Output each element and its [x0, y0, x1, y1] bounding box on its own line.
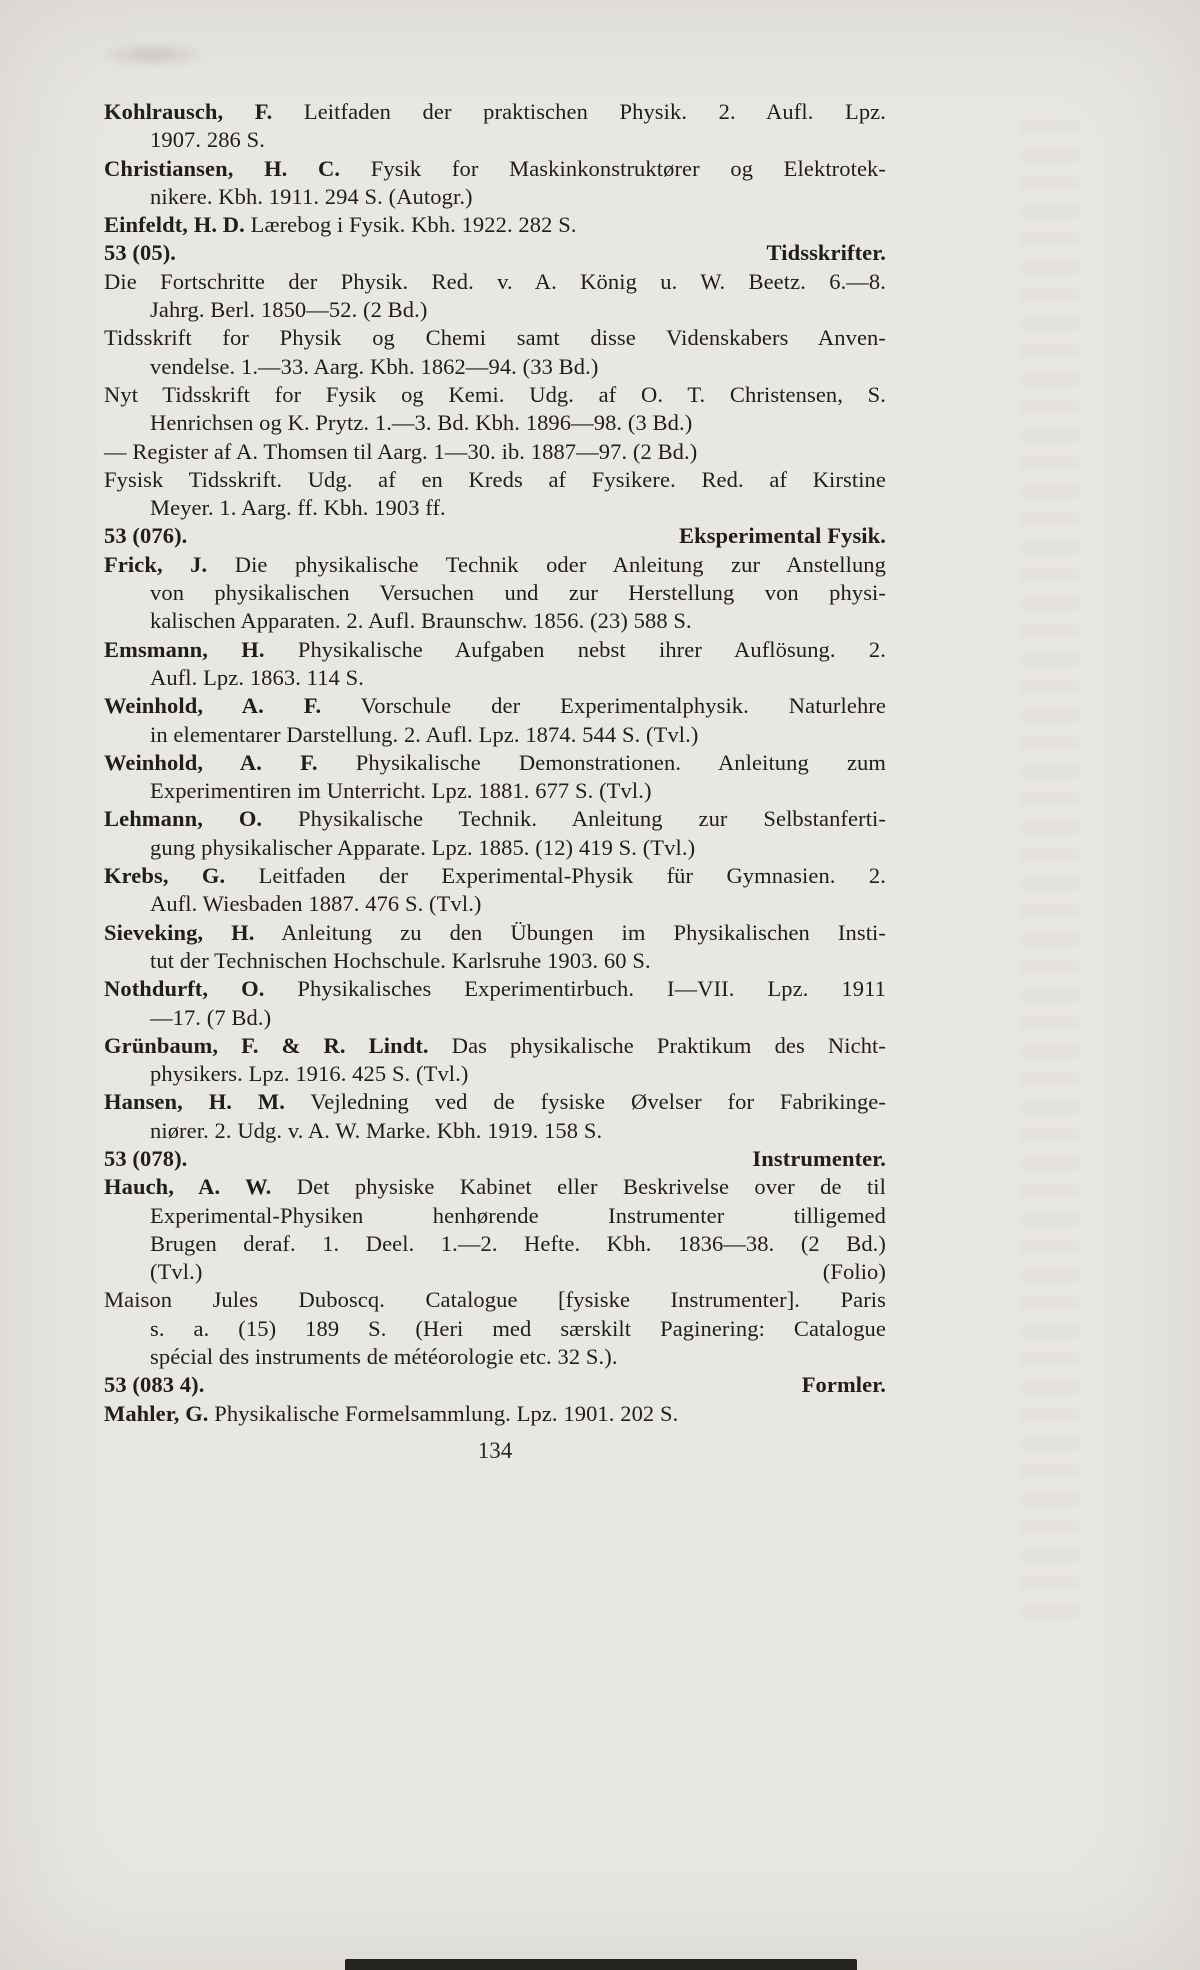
entry-line — [104, 862, 886, 890]
entry-line — [104, 1060, 886, 1088]
entry-line-text: Vejledning ved de fysiske Øvelser for Fabrikinge- — [310, 1089, 886, 1115]
entry-line-text: tut der Technischen Hochschule. Karlsruhe 1903. 60 S. — [150, 947, 651, 973]
entry-line — [104, 834, 886, 862]
entry-author: Krebs, G. — [104, 863, 226, 889]
entry-line-text: spécial des instruments de météorologie etc. 32 S.). — [150, 1344, 618, 1370]
bibliography-entry — [104, 1173, 886, 1286]
bibliography-entry — [104, 1400, 886, 1428]
section-title: Instrumenter. — [752, 1145, 886, 1171]
entry-line — [104, 947, 886, 975]
entry-line-text: Experimentiren im Unterricht. Lpz. 1881. 677 S. (Tvl.) — [150, 778, 652, 804]
entry-line-text: Physikalische Demonstrationen. Anleitung zum — [355, 749, 886, 775]
entry-author: Nothdurft, O. — [104, 976, 265, 1002]
entry-line — [104, 919, 886, 947]
entry-line — [104, 805, 886, 833]
section-title: Eksperimental Fysik. — [678, 523, 886, 549]
bibliography-entry — [104, 211, 886, 239]
entry-line — [104, 1230, 886, 1258]
entry-author: Frick, J. — [104, 551, 208, 577]
entry-line-text: — Register af A. Thomsen til Aarg. 1—30. ib. 1887—97. (2 Bd.) — [104, 438, 698, 464]
section-heading — [104, 1371, 886, 1399]
entry-line — [104, 1258, 886, 1286]
entry-line-text: Anleitung zu den Übungen im Physikalischen Insti- — [281, 919, 886, 945]
entry-line-text: in elementarer Darstellung. 2. Aufl. Lpz. 1874. 544 S. (Tvl.) — [150, 721, 699, 747]
bibliography-text-block — [104, 98, 886, 1428]
entry-line — [104, 607, 886, 635]
entry-line — [104, 494, 886, 522]
entry-line — [104, 1400, 886, 1428]
entry-author: Grünbaum, F. & R. Lindt. — [104, 1032, 429, 1058]
entry-line — [104, 353, 886, 381]
entry-line-text: Leitfaden der praktischen Physik. 2. Aufl. Lpz. — [303, 99, 886, 124]
section-heading — [104, 1145, 886, 1173]
entry-line — [104, 551, 886, 579]
page-number: 134 — [477, 1438, 513, 1463]
entry-line-text: Leitfaden der Experimental-Physik für Gymnasien. 2. — [258, 863, 886, 889]
entry-line-text: Det physiske Kabinet eller Beskrivelse over de til — [296, 1174, 887, 1200]
bibliography-entry — [104, 98, 886, 155]
section-code: 53 (076). — [104, 523, 188, 549]
entry-author: Hauch, A. W. — [104, 1174, 272, 1200]
entry-line-text: Brugen deraf. 1. Deel. 1.—2. Hefte. Kbh. 1836—38. (2 Bd.) — [150, 1230, 886, 1256]
entry-line-text: s. a. (15) 189 S. (Heri med særskilt Paginering: Catalogue — [150, 1315, 886, 1341]
entry-line-text: Physikalische Aufgaben nebst ihrer Auflösung. 2. — [297, 636, 886, 662]
entry-line-text: Aufl. Lpz. 1863. 114 S. — [150, 664, 364, 690]
entry-line — [104, 579, 886, 607]
entry-line — [104, 296, 886, 324]
bibliography-entry — [104, 155, 886, 212]
section-code: 53 (05). — [104, 240, 177, 266]
entry-line — [104, 1315, 886, 1343]
bibliography-entry — [104, 862, 886, 919]
entry-line — [104, 1117, 886, 1145]
bibliography-entry — [104, 749, 886, 806]
entry-line-text: Tidsskrift for Physik og Chemi samt disse Videnskabers Anven- — [104, 325, 886, 351]
bibliography-entry — [104, 466, 886, 523]
entry-line-text: Die physikalische Technik oder Anleitung zur Anstellung — [234, 551, 887, 577]
entry-line-text: Fysisk Tidsskrift. Udg. af en Kreds af Fysikere. Red. af Kirstine — [104, 466, 886, 492]
scan-smudge-artifact — [98, 42, 208, 68]
bibliography-entry — [104, 692, 886, 749]
bibliography-entry — [104, 805, 886, 862]
entry-line — [104, 1202, 886, 1230]
entry-line — [104, 890, 886, 918]
entry-author: Emsmann, H. — [104, 636, 265, 662]
entry-line-text: kalischen Apparaten. 2. Aufl. Braunschw. 1856. (23) 588 S. — [150, 608, 692, 634]
bibliography-entry — [104, 438, 886, 466]
entry-line — [104, 664, 886, 692]
entry-line-text: Nyt Tidsskrift for Fysik og Kemi. Udg. af O. T. Christensen, S. — [104, 381, 886, 407]
entry-line-text: Aufl. Wiesbaden 1887. 476 S. (Tvl.) — [150, 891, 482, 917]
entry-author: Weinhold, A. F. — [104, 749, 318, 775]
entry-line-text: Vorschule der Experimentalphysik. Naturlehre — [360, 693, 886, 719]
entry-author: Lehmann, O. — [104, 806, 263, 832]
entry-line-text: von physikalischen Versuchen und zur Herstellung von physi- — [150, 580, 886, 606]
entry-author: Weinhold, A. F. — [104, 693, 322, 719]
entry-line-text: Jahrg. Berl. 1850—52. (2 Bd.) — [150, 297, 428, 323]
entry-line — [104, 98, 886, 126]
entry-line — [104, 126, 886, 154]
entry-line — [104, 1004, 886, 1032]
entry-line — [104, 324, 886, 352]
entry-line-text: Henrichsen og K. Prytz. 1.—3. Bd. Kbh. 1896—98. (3 Bd.) — [150, 410, 693, 436]
entry-line — [104, 777, 886, 805]
entry-line — [104, 409, 886, 437]
bibliography-entry — [104, 324, 886, 381]
entry-author: Einfeldt, H. D. — [104, 212, 245, 238]
entry-line-text: 1907. 286 S. — [150, 127, 265, 153]
entry-line — [104, 721, 886, 749]
entry-line-text: Die Fortschritte der Physik. Red. v. A. König u. W. Beetz. 6.—8. — [104, 268, 886, 294]
bibliography-entry — [104, 636, 886, 693]
entry-line-right-text: (Folio) — [822, 1259, 886, 1285]
entry-line-text: Das physikalische Praktikum des Nicht- — [451, 1032, 886, 1058]
section-code: 53 (078). — [104, 1145, 188, 1171]
entry-line — [104, 636, 886, 664]
entry-line-text: Physikalische Technik. Anleitung zur Selbstanferti- — [298, 806, 886, 832]
scan-artifact-bottom-bar — [345, 1959, 857, 1970]
entry-line — [104, 438, 886, 466]
entry-author: Mahler, G. — [104, 1400, 209, 1426]
entry-line-text: niører. 2. Udg. v. A. W. Marke. Kbh. 1919. 158 S. — [150, 1117, 603, 1143]
bibliography-entry — [104, 1088, 886, 1145]
bibliography-entry — [104, 919, 886, 976]
section-code: 53 (083 4). — [104, 1372, 205, 1398]
entry-line-text: Lærebog i Fysik. Kbh. 1922. 282 S. — [250, 212, 577, 238]
bibliography-entry — [104, 975, 886, 1032]
entry-author: Christiansen, H. C. — [104, 155, 341, 181]
entry-line — [104, 1343, 886, 1371]
entry-author: Kohlrausch, F. — [104, 99, 273, 124]
entry-author: Hansen, H. M. — [104, 1089, 285, 1115]
entry-line — [104, 211, 886, 239]
bibliography-entry — [104, 1286, 886, 1371]
entry-line — [104, 268, 886, 296]
entry-line — [104, 1088, 886, 1116]
section-title: Tidsskrifter. — [766, 240, 886, 266]
section-heading — [104, 522, 886, 550]
entry-line-text: (Tvl.) — [150, 1259, 203, 1285]
entry-line — [104, 975, 886, 1003]
entry-line — [104, 381, 886, 409]
entry-line — [104, 1173, 886, 1201]
bibliography-entry — [104, 1032, 886, 1089]
section-title: Formler. — [801, 1372, 886, 1398]
entry-line-text: Physikalische Formelsammlung. Lpz. 1901. 202 S. — [214, 1400, 679, 1426]
bibliography-entry — [104, 381, 886, 438]
entry-line-text: Fysik for Maskinkonstruktører og Elektrotek- — [370, 155, 886, 181]
section-heading — [104, 239, 886, 267]
entry-line — [104, 466, 886, 494]
entry-line-text: vendelse. 1.—33. Aarg. Kbh. 1862—94. (33 Bd.) — [150, 353, 599, 379]
entry-line — [104, 692, 886, 720]
entry-line — [104, 749, 886, 777]
entry-line-text: Maison Jules Duboscq. Catalogue [fysiske Instrumenter]. Paris — [104, 1287, 886, 1313]
bibliography-entry — [104, 551, 886, 636]
entry-line-text: Physikalisches Experimentirbuch. I—VII. Lpz. 1911 — [297, 976, 886, 1002]
entry-line-text: physikers. Lpz. 1916. 425 S. (Tvl.) — [150, 1061, 469, 1087]
entry-line — [104, 155, 886, 183]
entry-line — [104, 1032, 886, 1060]
entry-line-text: —17. (7 Bd.) — [150, 1004, 272, 1030]
entry-line-text: Meyer. 1. Aarg. ff. Kbh. 1903 ff. — [150, 495, 446, 521]
scan-showthrough-artifact — [1020, 120, 1080, 1620]
entry-line — [104, 183, 886, 211]
entry-line-text: gung physikalischer Apparate. Lpz. 1885. (12) 419 S. (Tvl.) — [150, 834, 696, 860]
entry-line-text: nikere. Kbh. 1911. 294 S. (Autogr.) — [150, 183, 473, 209]
entry-line — [104, 1286, 886, 1314]
bibliography-entry — [104, 268, 886, 325]
entry-author: Sieveking, H. — [104, 919, 255, 945]
entry-line-text: Experimental-Physiken henhørende Instrumenter tilligemed — [150, 1202, 886, 1228]
